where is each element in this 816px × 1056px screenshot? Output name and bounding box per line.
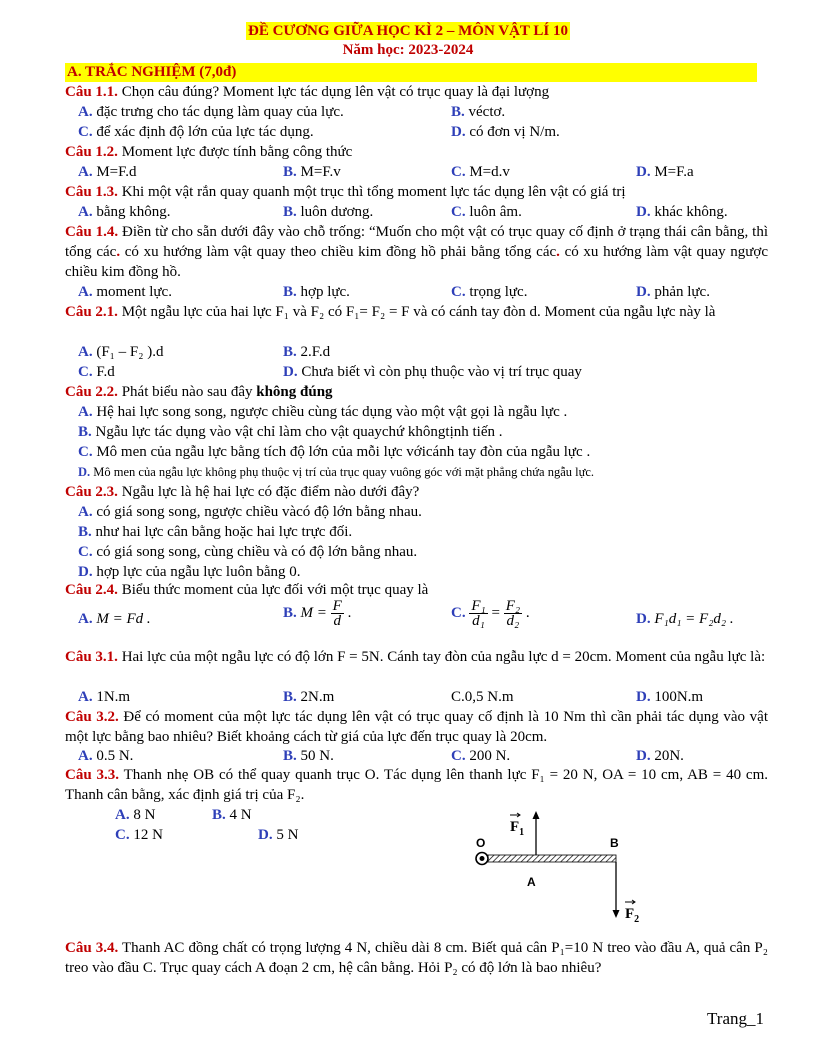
option-d: D. hợp lực của ngẫu lực luôn bằng 0. (78, 564, 301, 580)
question-2-2: Câu 2.2. Phát biểu nào sau đây không đúng (65, 384, 333, 400)
question-1-4: Câu 1.4. Điền từ cho sẵn dưới đây vào chỗ trống: “Muốn cho một vật có trục quay cố định ở trạng thái cân bằng, thì tổng các. có xu hướng làm vật quay theo chiều kim đồng hồ phải bằng tổng các. có xu hướng làm vật quay ngược chiều kim đồng hồ. (65, 224, 769, 280)
document-title: ĐỀ CƯƠNG GIỮA HỌC KÌ 2 – MÔN VẬT LÍ 10 (247, 23, 569, 39)
point-o-label: O (476, 836, 486, 850)
option-c: C. F.d (78, 364, 115, 380)
option-d: D. 5 N (258, 827, 299, 843)
question-2-4: Câu 2.4. Biểu thức moment của lực đối với một trục quay là (65, 582, 429, 598)
option-a: A. bằng không. (78, 204, 171, 220)
option-b: B. 4 N (212, 807, 252, 823)
question-3-2: Câu 3.2. Để có moment của một lực tác dụng lên vật có trục quay cố định là 10 Nm thì cần phải tác dụng vào vật một lực bằng bao nhiêu? Biết khoảng cách từ giá của lực đến trục quay là 20cm. (65, 709, 768, 745)
option-b: B. luôn dương. (283, 204, 374, 220)
lever-bar (488, 855, 616, 862)
option-a: A. M=F.d (78, 164, 137, 180)
option-c: C. luôn âm. (451, 204, 522, 220)
question-label: Câu 1.1. (65, 84, 118, 100)
option-c: C. 12 N (115, 827, 163, 843)
option-d: D. phản lực. (636, 284, 710, 300)
option-b: B. 2N.m (283, 689, 335, 705)
question-3-3: Câu 3.3. Thanh nhẹ OB có thể quay quanh trục O. Tác dụng lên thanh lực F₁ = 20 N, OA = 10 cm, AB = 40 cm. Thanh cân bằng, xác định giá trị của F₂. (65, 767, 768, 803)
f1-label: $F_1$ (510, 819, 525, 838)
option-b: B. M = $\frac{F}{d}$ . (283, 598, 352, 630)
fraction: $\frac{F}{d}$ (332, 598, 342, 630)
option-b: B. 2.F.d (283, 344, 331, 360)
option-c: C. để xác định độ lớn của lực tác dụng. (78, 124, 314, 140)
option-b: B. như hai lực cân bằng hoặc hai lực trực đối. (78, 524, 353, 540)
section-heading: A. TRẮC NGHIỆM (7,0đ) (65, 63, 757, 82)
option-d: D. 20N. (636, 748, 684, 764)
option-a: A. (F₁ – F₂ ).d (78, 344, 164, 360)
point-b-label: B (610, 836, 619, 850)
option-b: B. 50 N. (283, 748, 334, 764)
option-b: B. véctơ. (451, 104, 506, 120)
point-a-label: A (527, 875, 536, 889)
option-a: A. có giá song song, ngược chiều vàcó độ lớn bằng nhau. (78, 504, 422, 520)
page-number: Trang_1 (707, 1009, 764, 1028)
option-b: B. M=F.v (283, 164, 341, 180)
question-2-1: Câu 2.1. Một ngẫu lực của hai lực F₁ và F₂ có F₁= F₂ = F và có cánh tay đòn d. Moment của ngẫu lực này là (65, 304, 716, 320)
option-d: D. Mô men của ngẫu lực không phụ thuộc vị trí của trục quay vuông góc với mặt phẳng chứa ngẫu lực. (78, 465, 595, 479)
question-3-4: Câu 3.4. Thanh AC đồng chất có trọng lượng 4 N, chiều dài 8 cm. Biết quả cân P₁=10 N treo vào đầu A, quả cân P₂ treo vào đầu C. Trục quay cách A đoạn 2 cm, hệ cân bằng. Hỏi P₂ có độ lớn là bao nhiêu? (65, 940, 768, 976)
option-d: D. có đơn vị N/m. (451, 124, 560, 140)
option-c: C. có giá song song, cùng chiều và có độ lớn bằng nhau. (78, 544, 418, 560)
fraction: $\frac{\text{F₁}}{\text{d₁}}$ (471, 598, 486, 630)
question-text: Chọn câu đúng? Moment lực tác dụng lên vật có trục quay là đại lượng (117, 84, 550, 100)
f2-label: $F_2$ (625, 906, 640, 925)
question-1-1 (65, 82, 768, 102)
option-a: A. Hệ hai lực song song, ngược chiều cùng tác dụng vào một vật gọi là ngẫu lực . (78, 404, 568, 420)
option-c: C. trọng lực. (451, 284, 528, 300)
option-d: D. khác không. (636, 204, 728, 220)
question-1-3: Câu 1.3. Khi một vật rắn quay quanh một trục thì tổng moment lực tác dụng lên vật có giá trị (65, 184, 626, 200)
option-a: A. moment lực. (78, 284, 172, 300)
option-a: A. 0.5 N. (78, 748, 134, 764)
option-d: D. M=F.a (636, 164, 694, 180)
lever-diagram (470, 805, 640, 930)
option-c: C. M=d.v (451, 164, 510, 180)
option-a: A. M = Fd . (78, 611, 151, 627)
option-c: C. $\frac{\text{F₁}}{\text{d₁}}$ = $\frac{\text{F₂}}{\text{d₂}}$ . (451, 598, 530, 630)
option-a: A. 1N.m (78, 689, 131, 705)
option-d: D. F₁d₁ = F₂d₂ . (636, 611, 734, 627)
option-d: D. 100N.m (636, 689, 704, 705)
question-1-2: Câu 1.2. Moment lực được tính bằng công thức (65, 144, 353, 160)
option-b: B. Ngẫu lực tác dụng vào vật chỉ làm cho vật quaychứ khôngtịnh tiến . (78, 424, 503, 440)
option-c: C.0,5 N.m (451, 689, 514, 705)
option-b: B. hợp lực. (283, 284, 350, 300)
school-year: Năm học: 2023-2024 (342, 42, 474, 58)
question-3-1: Câu 3.1. Hai lực của một ngẫu lực có độ lớn F = 5N. Cánh tay đòn của ngẫu lực d = 20cm. Moment của ngẫu lực là: (65, 649, 766, 665)
question-2-3: Câu 2.3. Ngẫu lực là hệ hai lực có đặc điểm nào dưới đây? (65, 484, 420, 500)
fraction: $\frac{\text{F₂}}{\text{d₂}}$ (505, 598, 521, 630)
option-c: C. 200 N. (451, 748, 511, 764)
option-d: D. Chưa biết vì còn phụ thuộc vào vị trí trục quay (283, 364, 582, 380)
option-a: A. đặc trưng cho tác dụng làm quay của lực. (78, 104, 344, 120)
option-c: C. Mô men của ngẫu lực bằng tích độ lớn của mỗi lực vớicánh tay đòn của ngẫu lực . (78, 444, 591, 460)
option-a: A. 8 N (115, 807, 156, 823)
